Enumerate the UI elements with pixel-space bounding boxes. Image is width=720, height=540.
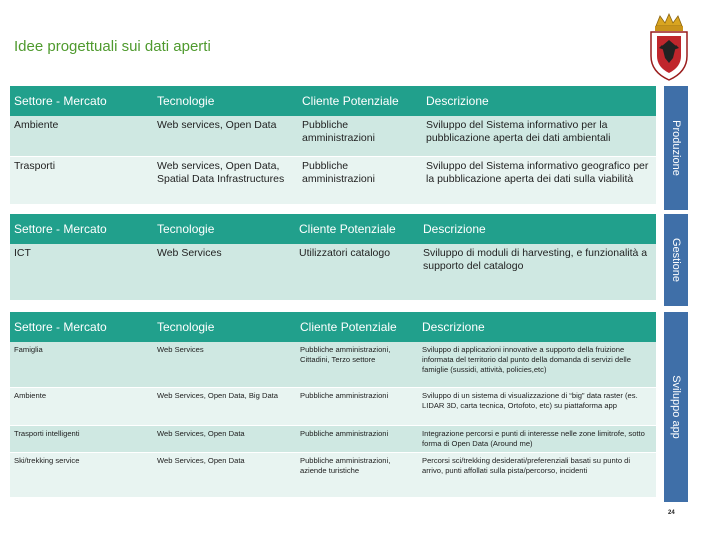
- page-title: Idee progettuali sui dati aperti: [14, 38, 211, 55]
- cell-sector: ICT: [10, 244, 153, 300]
- page-number: 24: [668, 510, 675, 516]
- header-description: Descrizione: [418, 312, 656, 342]
- header-technologies: Tecnologie: [153, 312, 296, 342]
- header-client: Cliente Potenziale: [296, 312, 418, 342]
- cell-sector: Ski/trekking service: [10, 452, 153, 497]
- table-row: [10, 156, 656, 204]
- header-technologies: Tecnologie: [153, 214, 295, 244]
- coat-of-arms-icon: [646, 12, 692, 82]
- app-development-table: [10, 312, 656, 497]
- table-row: [10, 425, 656, 452]
- cell-sector: Ambiente: [10, 116, 153, 156]
- section-label-management: [664, 214, 688, 306]
- table-row: [10, 116, 656, 156]
- section-label-production: [664, 86, 688, 210]
- cell-description: Percorsi sci/trekking desiderati/preferenziali basati su punto di arrivo, punti affollati sulla pista/percorso, incidenti: [418, 452, 656, 497]
- cell-client: Pubbliche amministrazioni: [298, 156, 422, 204]
- header-client: Cliente Potenziale: [295, 214, 419, 244]
- cell-technologies: Web Services: [153, 244, 295, 300]
- cell-description: Sviluppo del Sistema informativo per la pubblicazione aperta dei dati ambientali: [422, 116, 656, 156]
- cell-technologies: Web Services, Open Data: [153, 452, 296, 497]
- cell-sector: Famiglia: [10, 342, 153, 387]
- cell-technologies: Web Services, Open Data: [153, 425, 296, 452]
- table-row: [10, 244, 656, 300]
- table-header: [10, 214, 656, 244]
- production-table: [10, 86, 656, 204]
- section-label-text: Gestione: [670, 237, 682, 283]
- header-technologies: Tecnologie: [153, 86, 298, 116]
- cell-technologies: Web Services: [153, 342, 296, 387]
- header-client: Cliente Potenziale: [298, 86, 422, 116]
- header-description: Descrizione: [422, 86, 656, 116]
- header-sector: Settore - Mercato: [10, 312, 153, 342]
- cell-client: Pubbliche amministrazioni, Cittadini, Terzo settore: [296, 342, 418, 387]
- cell-technologies: Web services, Open Data, Spatial Data Infrastructures: [153, 156, 298, 204]
- table-row: [10, 452, 656, 497]
- cell-description: Sviluppo di un sistema di visualizzazione di “big” data raster (es. LIDAR 3D, carta tecnica, Ortofoto, etc) su piattaforma app: [418, 387, 656, 425]
- cell-description: Sviluppo di moduli di harvesting, e funzionalità a supporto del catalogo: [419, 244, 656, 300]
- cell-client: Pubbliche amministrazioni: [298, 116, 422, 156]
- cell-client: Pubbliche amministrazioni, aziende turistiche: [296, 452, 418, 497]
- table-header: [10, 86, 656, 116]
- cell-sector: Ambiente: [10, 387, 153, 425]
- management-table: [10, 214, 656, 300]
- section-label-text: Sviluppo app: [670, 375, 682, 439]
- cell-client: Utilizzatori catalogo: [295, 244, 419, 300]
- cell-description: Integrazione percorsi e punti di interesse nelle zone limitrofe, sotto forma di Open Data (Around me): [418, 425, 656, 452]
- section-label-app-development: [664, 312, 688, 502]
- header-description: Descrizione: [419, 214, 656, 244]
- cell-technologies: Web Services, Open Data, Big Data: [153, 387, 296, 425]
- cell-client: Pubbliche amministrazioni: [296, 387, 418, 425]
- section-label-text: Produzione: [670, 120, 682, 176]
- cell-description: Sviluppo di applicazioni innovative a supporto della fruizione informata del territorio dal punto della domanda di servizi delle famiglie (sussidi, attività, policies,etc): [418, 342, 656, 387]
- cell-description: Sviluppo del Sistema informativo geografico per la pubblicazione aperta dei dati sulla viabilità: [422, 156, 656, 204]
- cell-sector: Trasporti intelligenti: [10, 425, 153, 452]
- table-row: [10, 342, 656, 387]
- table-row: [10, 387, 656, 425]
- cell-technologies: Web services, Open Data: [153, 116, 298, 156]
- cell-client: Pubbliche amministrazioni: [296, 425, 418, 452]
- header-sector: Settore - Mercato: [10, 86, 153, 116]
- header-sector: Settore - Mercato: [10, 214, 153, 244]
- cell-sector: Trasporti: [10, 156, 153, 204]
- table-header: [10, 312, 656, 342]
